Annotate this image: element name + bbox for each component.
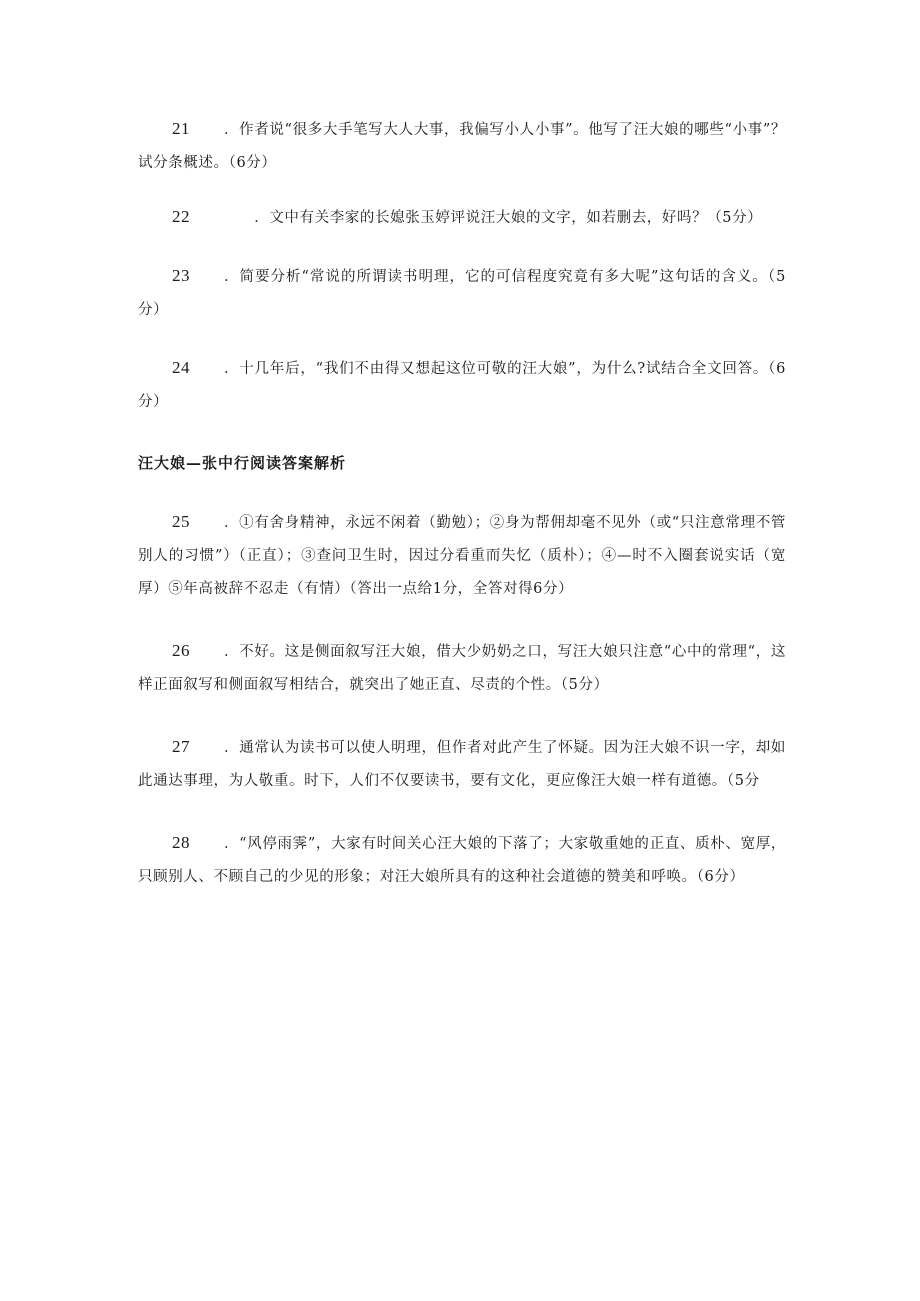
question-number: 22 <box>172 207 190 226</box>
question-number: 21 <box>172 119 190 138</box>
question-number: 24 <box>172 358 190 377</box>
answer-separator: ． <box>224 644 240 660</box>
answer-28 <box>138 826 786 894</box>
question-separator: ． <box>224 269 240 285</box>
answer-separator: ． <box>224 740 240 756</box>
answer-text: 通常认为读书可以使人明理，但作者对此产生了怀疑。因为汪大娘不识一字，却如此通达事理，为人敬重。时下，人们不仅要读书，要有文化，更应像汪大娘一样有道德。（5分 <box>138 740 786 789</box>
question-separator: ． <box>224 361 240 377</box>
answer-25 <box>138 505 786 606</box>
question-text: 十几年后，“我们不由得又想起这位可敬的汪大娘”，为什么?试结合全文回答。（6分） <box>138 361 786 410</box>
answer-text: “风停雨霁”，大家有时间关心汪大娘的下落了；大家敬重她的正直、质朴、宽厚，只顾别人、不顾自己的少见的形象；对汪大娘所具有的这种社会道德的赞美和呼唤。（6分） <box>138 836 786 885</box>
answer-26 <box>138 634 786 702</box>
question-separator: ． <box>224 210 270 226</box>
answer-number: 27 <box>172 737 190 756</box>
question-21 <box>138 112 786 180</box>
answer-number: 25 <box>172 512 190 531</box>
question-number: 23 <box>172 266 190 285</box>
answer-text: ①有舍身精神，永远不闲着（勤勉）；②身为帮佣却毫不见外（或“只注意常理不管别人的习惯”）（正直）；③查问卫生时，因过分看重而失忆（质朴）；④—时不入圈套说实话（宽厚）⑤年高被辞不忍走（有情）（答出一点给1分，全答对得6分） <box>138 515 786 597</box>
question-separator: ． <box>224 122 240 138</box>
answer-27 <box>138 730 786 798</box>
question-text: 简要分析“常说的所谓读书明理，它的可信程度究竟有多大呢”这句话的含义。（5分） <box>138 269 786 318</box>
answer-section-heading: 汪大娘—张中行阅读答案解析 <box>138 454 347 472</box>
answer-separator: ． <box>224 836 240 852</box>
question-text: 文中有关李家的长媳张玉婷评说汪大娘的文字，如若删去，好吗？（5分） <box>269 210 763 226</box>
answer-separator: ． <box>224 515 240 531</box>
question-23 <box>138 259 786 327</box>
answer-number: 26 <box>172 641 190 660</box>
answer-text: 不好。这是侧面叙写汪大娘，借大少奶奶之口，写汪大娘只注意“心中的常理“，这样正面叙写和侧面叙写相结合，就突出了她正直、尽责的个性。（5分） <box>138 644 786 693</box>
question-text: 作者说“很多大手笔写大人大事，我偏写小人小事”。他写了汪大娘的哪些“小事”？试分条概述。（6分） <box>138 122 786 171</box>
answer-number: 28 <box>172 833 190 852</box>
question-22 <box>138 200 786 235</box>
question-24 <box>138 351 786 419</box>
